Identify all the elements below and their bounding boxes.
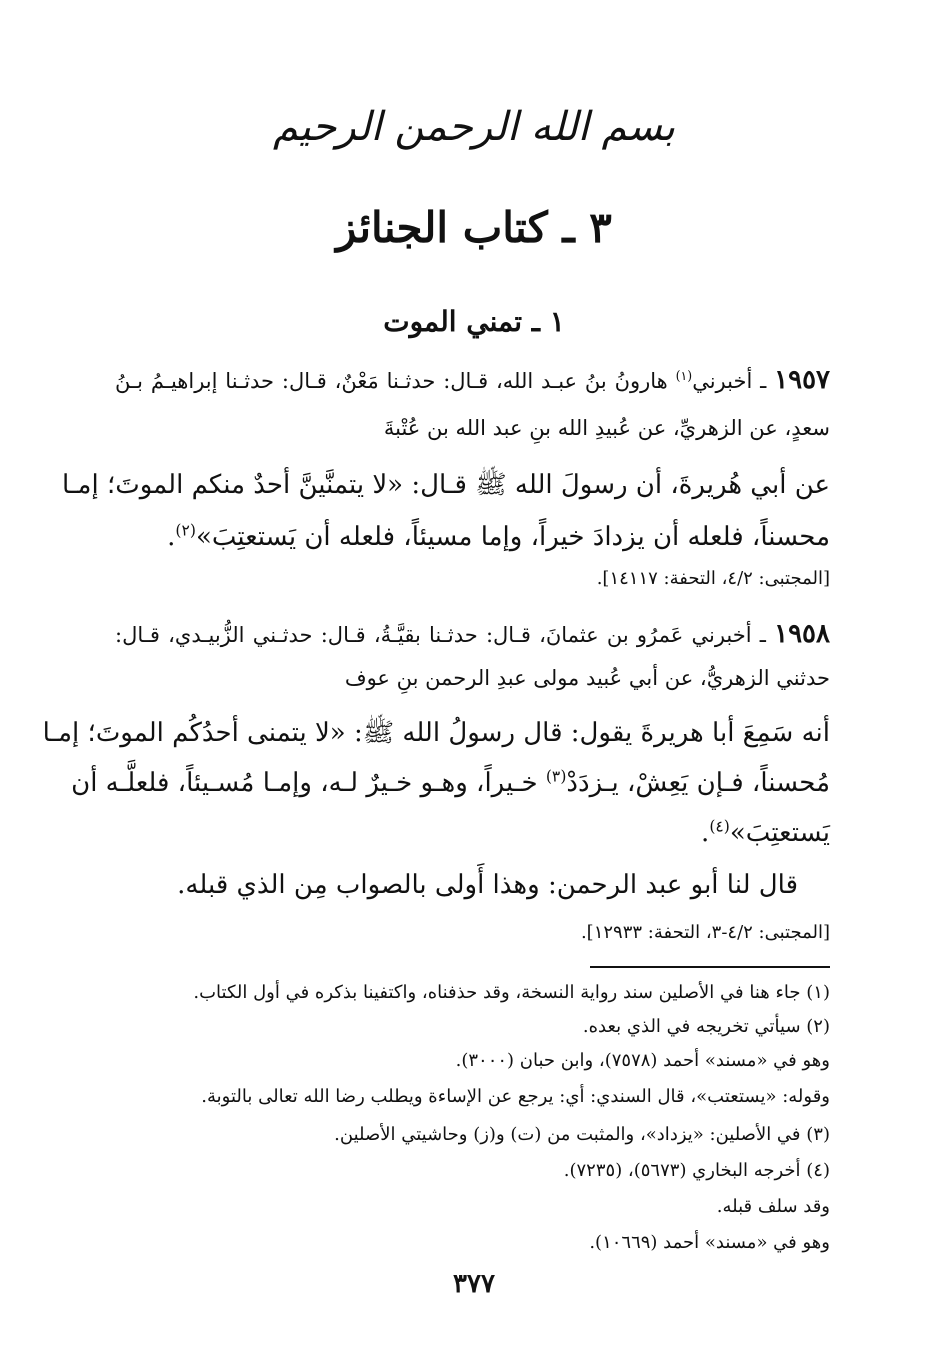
- footnote-marker: (١): [675, 368, 693, 383]
- chapter-title: ١ ـ تمني الموت: [383, 305, 565, 338]
- hadith-1958-matn-line-3: يَستعتِبَ»$^{(٤)}$.: [701, 817, 830, 848]
- matn-text: مُحسناً، فـإن يَعِشْ، يـزدَدْ: [566, 768, 830, 798]
- footnote-marker: (٢): [175, 521, 196, 540]
- hadith-1957-matn-line-1: [62, 462, 830, 508]
- footnote-line: وقد سلف قبله.: [716, 1196, 830, 1217]
- hadith-number: ١٩٥٨: [774, 619, 830, 649]
- footnote-marker: (٤): [709, 817, 730, 836]
- matn-text: عن أبي هُريرةَ، أن رسولَ الله ﷺ قـال: «لا يتمنَّينَّ أحدٌ منكم الموتَ؛ إمـا: [62, 470, 830, 500]
- matn-text: خـيراً، وهـو خـيرٌ لـه، وإمـا مُسـيئاً، فلعلَّـه أن: [71, 768, 538, 798]
- hadith-1957-matn-line-2: محسناً، فلعله أن يزدادَ خيراً، وإما مسيئاً، فلعله أن يَستعتِبَ»$^{(٢)}$.: [167, 521, 830, 552]
- reference-text: [المجتبى: ٤/٢، التحفة: ١٤١١٧].: [596, 568, 830, 589]
- hadith-1958-isnad-line-2: [115, 660, 830, 696]
- footnote-line: (٣) في الأصلين: «يزداد»، والمثبت من (ت) و(ز) وحاشيتي الأصلين.: [334, 1124, 830, 1145]
- isnad-text: حدثني الزهريُّ، عن أبي عُبيد مولى عبدِ الرحمن بنِ عوف: [344, 666, 830, 690]
- hadith-1958-matn-line-2: [71, 760, 830, 806]
- footnote-line: وهو في «مسند» أحمد (٧٥٧٨)، وابن حبان (٣٠٠٠).: [455, 1050, 830, 1071]
- footnote-separator: [590, 966, 830, 968]
- footnote-line: (١) جاء هنا في الأصلين سند رواية النسخة، وقد حذفناه، واكتفينا بذكره في أول الكتاب.: [193, 982, 830, 1003]
- book-title: ٣ ـ كتاب الجنائز: [336, 203, 612, 252]
- footnote-line: وقوله: «يستعتب»، قال السندي: أي: يرجع عن الإساءة ويطلب رضا الله تعالى بالتوبة.: [201, 1086, 830, 1107]
- matn-text: محسناً، فلعله أن يزدادَ خيراً، وإما مسيئاً، فلعله أن يَستعتِبَ»: [195, 522, 830, 552]
- hadith-1957-reference: [115, 564, 830, 594]
- hadith-1958-comment: [115, 862, 798, 908]
- footnote-line: (٤) أخرجه البخاري (٥٦٧٣)، (٧٢٣٥).: [563, 1160, 830, 1181]
- isnad-text: هارونُ بنُ عبـد الله، قـال: حدثـنا مَعْنٌ، قـال: حدثـنا إبراهيـمُ بـنُ: [115, 369, 668, 393]
- isnad-text: ـ أخبرني عَمرُو بن عثمانَ، قـال: حدثـنا بقيَّـةُ، قـال: حدثـني الزُّبيـدي، قـال:: [115, 623, 766, 647]
- footnote-line: (٢) سيأتي تخريجه في الذي بعده.: [582, 1016, 830, 1037]
- reference-text: [المجتبى: ٤/٢-٣، التحفة: ١٢٩٣٣].: [580, 922, 830, 943]
- page-number: ٣٧٧: [453, 1269, 495, 1299]
- hadith-1958-matn-line-1: [42, 710, 830, 756]
- matn-text: يَستعتِبَ»: [729, 818, 830, 848]
- matn-text: أنه سَمِعَ أبا هريرةَ يقول: قال رسولُ الله ﷺ: «لا يتمنى أحدُكُم الموتَ؛ إمـا: [42, 718, 830, 748]
- isnad-text: ـ أخبرني: [692, 369, 767, 393]
- basmala-calligraphy: بسم الله الرحمن الرحيم: [272, 104, 676, 150]
- hadith-1958-reference: [115, 918, 830, 948]
- isnad-text: سعدٍ، عن الزهريِّ، عن عُبيدِ الله بنِ عبد الله بن عُتْبةَ: [383, 416, 830, 440]
- hadith-1958-isnad-line-1: [115, 616, 830, 652]
- hadith-1957-isnad-line-1: [115, 362, 830, 398]
- hadith-1957-isnad-line-2: [115, 410, 830, 446]
- hadith-number: ١٩٥٧: [774, 365, 830, 395]
- footnote-marker: (٣): [545, 767, 567, 786]
- footnote-line: وهو في «مسند» أحمد (١٠٦٦٩).: [589, 1232, 830, 1253]
- comment-text: قال لنا أبو عبد الرحمن: وهذا أَولى بالصواب مِن الذي قبله.: [177, 870, 798, 900]
